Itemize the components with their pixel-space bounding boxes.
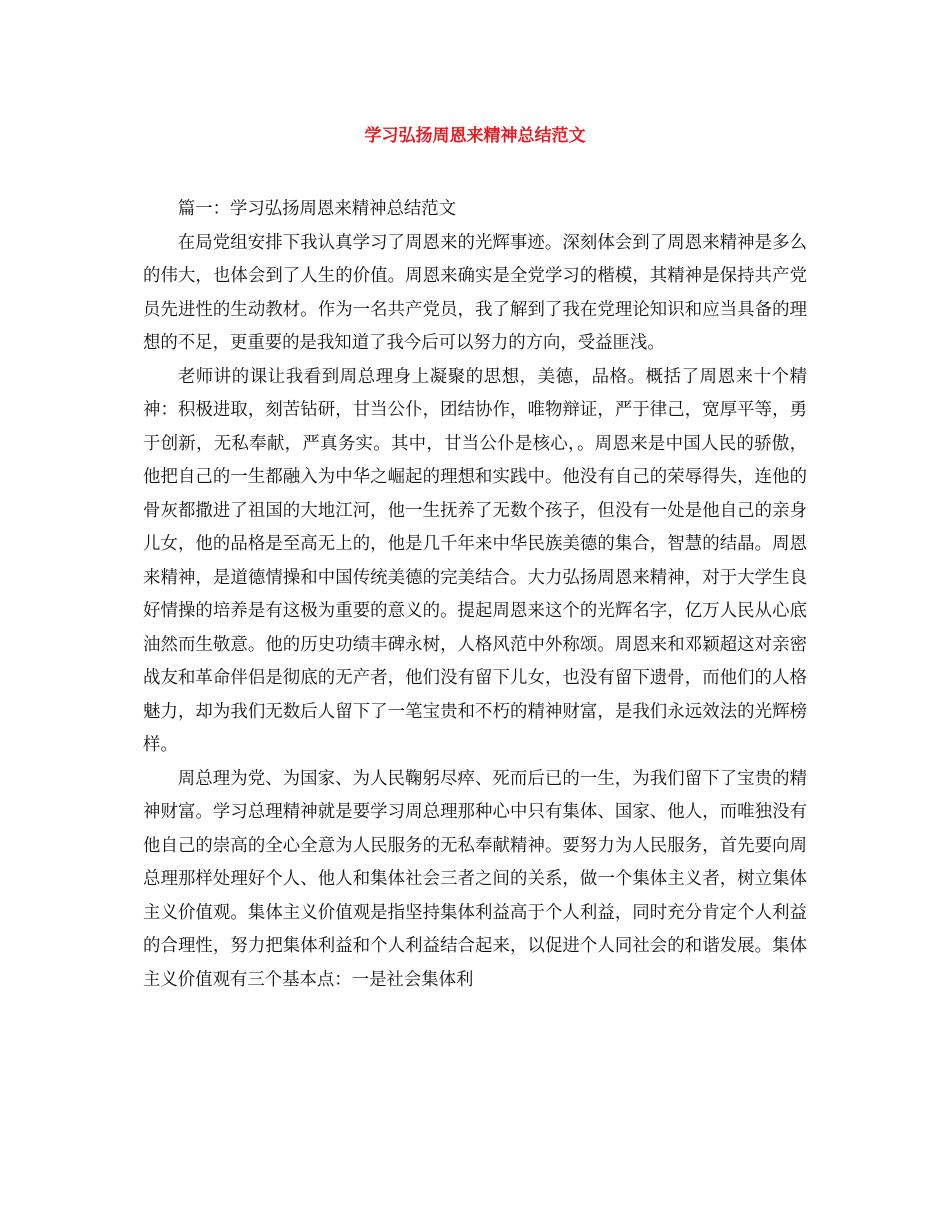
- paragraph: 在局党组安排下我认真学习了周恩来的光辉事迹。深刻体会到了周恩来精神是多么的伟大，也体会到了人生的价值。周恩来确实是全党学习的楷模，其精神是保持共产党员先进性的生动教材。作为一名共产党员，我了解到了我在党理论知识和应当具备的理想的不足，更重要的是我知道了我今后可以努力的方向，受益匪浅。: [143, 232, 807, 353]
- paragraph: 老师讲的课让我看到周总理身上凝聚的思想，美德，品格。概括了周恩来十个精神：积极进取，刻苦钻研，甘当公仆，团结协作，唯物辩证，严于律己，宽厚平等，勇于创新，无私奉献，严真务实。其中，甘当公仆是核心，。周恩来是中国人民的骄傲，他把自己的一生都融入为中华之崛起的理想和实践中。他没有自己的荣辱得失，连他的骨灰都撒进了祖国的大地江河，他一生抚养了无数个孩子，但没有一处是他自己的亲身儿女，他的品格是至高无上的，他是几千年来中华民族美德的集合，智慧的结晶。周恩来精神，是道德情操和中国传统美德的完美结合。大力弘扬周恩来精神，对于大学生良好情操的培养是有这极为重要的意义的。提起周恩来这个的光辉名字，亿万人民从心底油然而生敬意。他的历史功绩丰碑永树，人格风范中外称颂。周恩来和邓颖超这对亲密战友和革命伴侣是彻底的无产者，他们没有留下儿女，也没有留下遗骨，而他们的人格魅力，却为我们无数后人留下了一笔宝贵和不朽的精神财富，是我们永远效法的光辉榜样。: [143, 366, 807, 755]
- section-heading: 篇一：学习弘扬周恩来精神总结范文: [177, 199, 457, 219]
- paragraph: 周总理为党、为国家、为人民鞠躬尽瘁、死而后已的一生，为我们留下了宝贵的精神财富。学习总理精神就是要学习周总理那种心中只有集体、国家、他人，而唯独没有他自己的崇高的全心全意为人民服务的无私奉献精神。要努力为人民服务，首先要向周总理那样处理好个人、他人和集体社会三者之间的关系，做一个集体主义者，树立集体主义价值观。集体主义价值观是指坚持集体利益高于个人利益，同时充分肯定个人利益的合理性，努力把集体利益和个人利益结合起来，以促进个人同社会的和谐发展。集体主义价值观有三个基本点：一是社会集体利: [143, 768, 807, 990]
- document-body: [143, 193, 807, 997]
- document-title: 学习弘扬周恩来精神总结范文: [364, 126, 586, 146]
